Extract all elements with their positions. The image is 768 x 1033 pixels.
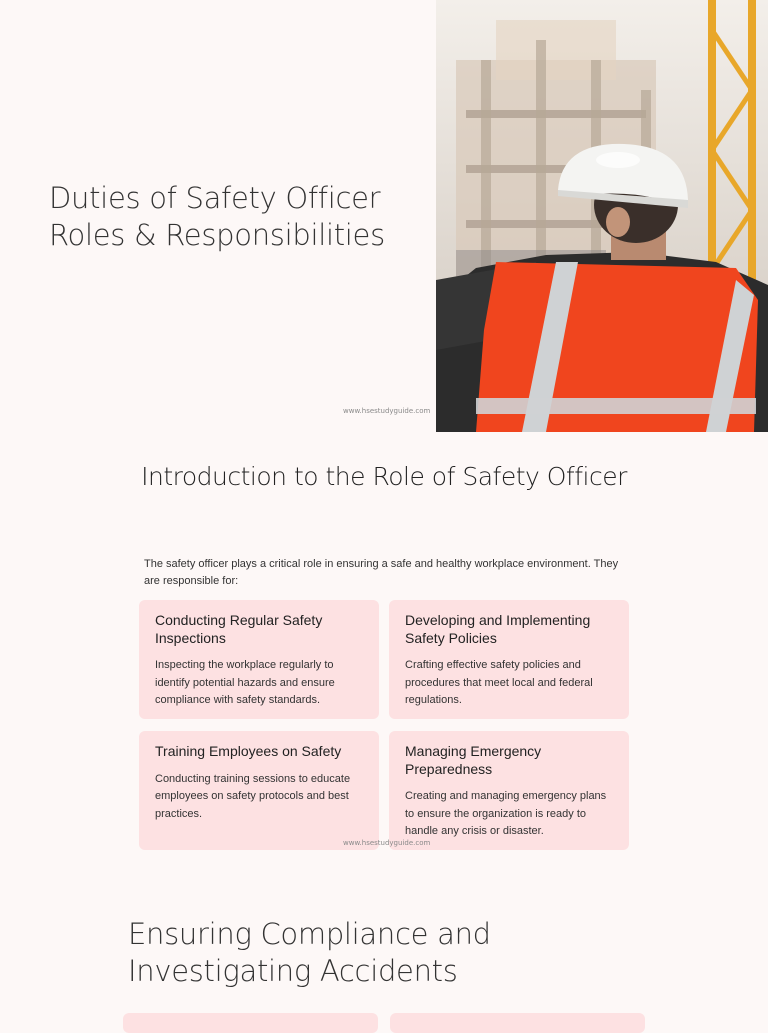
hero-photo [436,0,768,432]
card-training-employees [139,731,379,850]
card-body: Conducting training sessions to educate employees on safety protocols and best practices. [155,772,351,820]
card-body: Creating and managing emergency plans to ensure the organization is ready to handle any crisis or disaster. [405,790,607,837]
card-regular-inspections [139,600,379,719]
intro-paragraph: The safety officer plays a critical role in ensuring a safe and healthy workplace environment. They are responsible for: [144,558,619,587]
card-emergency-preparedness [389,731,629,850]
construction-worker-image [436,0,768,432]
card-partial-right [390,1013,645,1033]
title-line-1: Duties of Safety Officer [49,181,381,215]
section-heading-introduction: Introduction to the Role of Safety Officer [141,462,627,491]
card-partial-left [123,1013,378,1033]
card-title: Training Employees on Safety [155,743,342,759]
watermark-text: www.hsestudyguide.com [343,839,431,847]
section-heading-compliance: Ensuring Compliance and Investigating Accidents [128,917,491,988]
card-title: Conducting Regular Safety Inspections [155,612,323,646]
watermark-text: www.hsestudyguide.com [343,407,431,415]
page-title [49,180,409,254]
card-title: Managing Emergency Preparedness [405,743,542,777]
card-body: Inspecting the workplace regularly to identify potential hazards and ensure compliance with safety standards. [155,659,335,706]
card-body: Crafting effective safety policies and procedures that meet local and federal regulations. [405,659,593,706]
title-line-2: Roles & Responsibilities [49,218,385,252]
card-safety-policies [389,600,629,719]
card-title: Developing and Implementing Safety Policies [405,612,591,646]
